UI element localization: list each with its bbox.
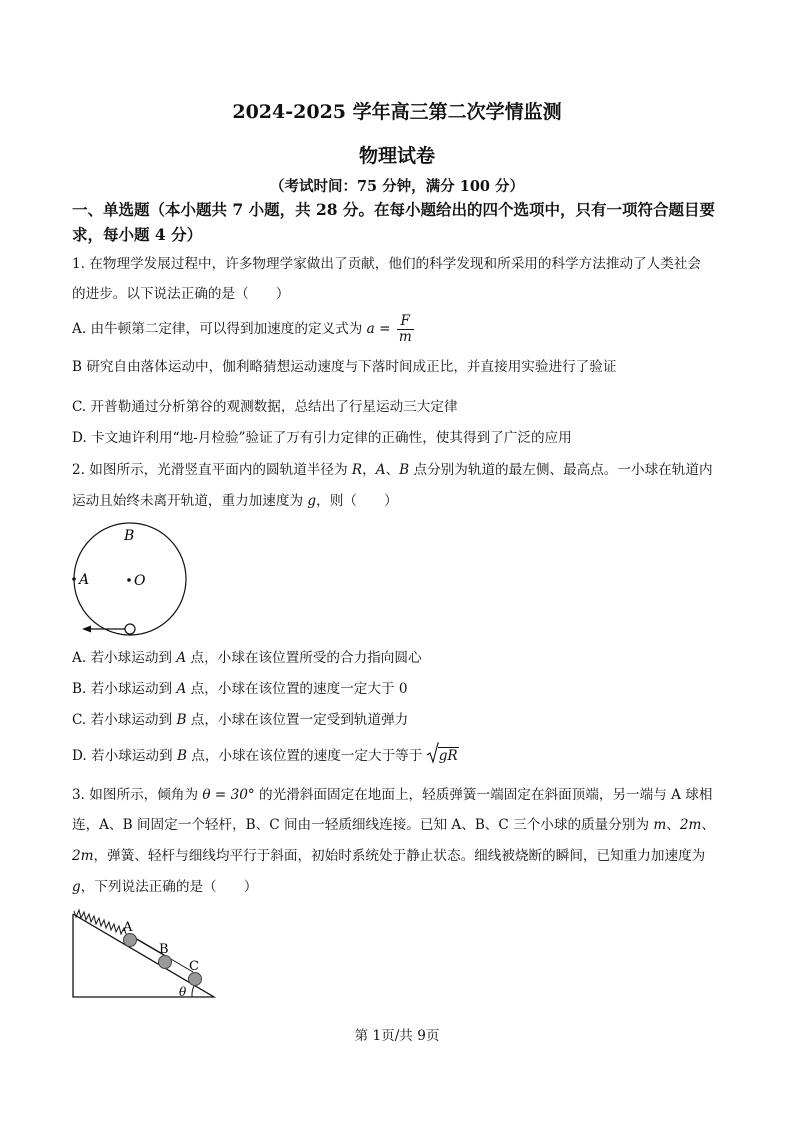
q3-stem-text: ，下列说法正确的是（ ） [80,879,258,895]
section-heading [72,197,732,247]
q2-stem-line1 [72,460,713,480]
q3-mass-a: m [653,817,667,833]
exam-title: 2024-2025 学年高三第二次学情监测 [232,101,562,123]
q3-stem-text: 连，A、B 间固定一个轻杆，B、C 间由一轻质细线连接。已知 A、B、C 三个小球的质量分别为 [72,817,654,833]
q2-option-text: A. 若小球运动到 [72,650,177,666]
q2-point-a-symbol: A [375,462,386,478]
section-heading-line1: 一、单选题（本小题共 7 小题，共 28 分。在每小题给出的四个选项中，只有一项符合题目要 [72,200,715,219]
q2-option-d [72,746,459,766]
q2-stem-text: 点分别为轨道的最左侧、最高点。一小球在轨道内 [409,462,713,478]
q2-stem-text: ， [362,462,376,478]
q3-stem-line4 [72,877,257,897]
q3-angle-arc [192,986,194,997]
q2-sqrt-expression [427,746,459,766]
q2-stem-text: ，则（ ） [316,493,398,509]
q1-stem-line2: 的进步。以下说法正确的是（ ） [72,286,290,302]
q3-label-b: B [159,942,169,957]
q2-option-text: 点，小球在该位置的速度一定大于等于 [186,748,427,764]
q1-formula-numerator: F [397,314,414,330]
q2-stem-text: 、 [385,462,400,478]
q3-stem-line3 [72,846,705,866]
q1-formula-lhs: a [366,321,375,337]
q2-label-b: B [124,528,135,544]
q2-velocity-arrow-head [82,626,91,633]
q2-gravity-symbol: g [307,493,317,509]
q3-label-a: A [123,920,133,935]
q2-option-point: B [176,748,187,764]
q1-formula-eq: = [374,321,395,337]
q1-option-a-text: A. 由牛顿第二定律，可以得到加速度的定义式为 [72,321,367,337]
q2-option-text: C. 若小球运动到 [72,712,177,728]
q2-option-point: A [176,681,187,697]
q3-stem-line2 [72,815,715,835]
q1-option-a [72,314,414,345]
q1-option-b: B 研究自由落体运动中，伽利略猜想运动速度与下落时间成正比，并直接用实验进行了验证 [72,359,617,375]
q2-point-a-dot [72,577,76,581]
q3-stem-text: 、 [666,817,680,833]
q1-option-d: D. 卡文迪许利用“地-月检验”验证了万有引力定律的正确性，使其得到了广泛的应用 [72,430,572,446]
q2-label-o: O [134,573,146,589]
q3-stem-text: 3. 如图所示，倾角为 [72,787,203,803]
q1-formula-denominator: m [398,329,412,345]
q3-angle-value: θ = 30° [202,787,255,803]
q3-label-theta: θ [179,985,187,999]
q3-stem-text: 的光滑斜面固定在地面上，轻质弹簧一端固定在斜面顶端，另一端与 A 球相 [254,787,713,803]
q1-formula-fraction [397,314,414,345]
q2-label-a: A [79,572,90,588]
q3-ball-b [159,956,172,969]
q2-option-text: D. 若小球运动到 [72,748,177,764]
q2-stem-line2 [72,491,398,511]
q2-ball [125,624,135,634]
q2-option-c [72,710,408,730]
sqrt-sign-icon [427,742,439,764]
q3-mass-b: 2m [679,817,702,833]
q2-circle-figure [70,518,195,640]
q3-gravity-symbol: g [72,879,81,895]
q2-option-point: A [176,650,187,666]
q2-center-dot [127,578,131,582]
subject-title: 物理试卷 [358,145,435,167]
q2-option-text: 点，小球在该位置的速度一定大于 0 [186,681,408,697]
q3-stem-line1 [72,785,712,805]
q2-option-a [72,648,422,668]
q3-stem-text: 、 [701,817,716,833]
exam-info: （考试时间：75 分钟，满分 100 分） [269,178,525,195]
q2-option-b [72,679,408,699]
q2-option-text: 点，小球在该位置所受的合力指向圆心 [186,650,422,666]
q2-sqrt-radicand: gR [438,748,458,764]
q2-option-point: B [176,712,187,728]
q1-option-c: C. 开普勒通过分析第谷的观测数据，总结出了行星运动三大定律 [72,399,458,415]
q3-incline-figure [68,908,220,1004]
q3-ball-c [189,973,202,986]
q2-stem-text: 运动且始终未离开轨道，重力加速度为 [72,493,308,509]
page-number: 第 1页/共 9页 [354,1028,440,1044]
q2-stem-text: 2. 如图所示，光滑竖直平面内的圆轨道半径为 [72,462,352,478]
q2-radius-symbol: R [351,462,363,478]
q3-mass-c: 2m [72,848,94,864]
q3-label-c: C [189,959,199,974]
q1-stem-line1: 1. 在物理学发展过程中，许多物理学家做出了贡献，他们的科学发现和所采用的科学方法推动了人类社会 [72,256,702,272]
q3-ball-a [124,934,137,947]
q2-option-text: B. 若小球运动到 [72,681,177,697]
section-heading-line2: 求，每小题 4 分） [72,225,203,244]
q3-stem-text: ，弹簧、轻杆与细线均平行于斜面，初始时系统处于静止状态。细线被烧断的瞬间，已知重力加速度为 [93,848,706,864]
q2-point-b-symbol: B [399,462,410,478]
q2-option-text: 点，小球在该位置一定受到轨道弹力 [186,712,409,728]
